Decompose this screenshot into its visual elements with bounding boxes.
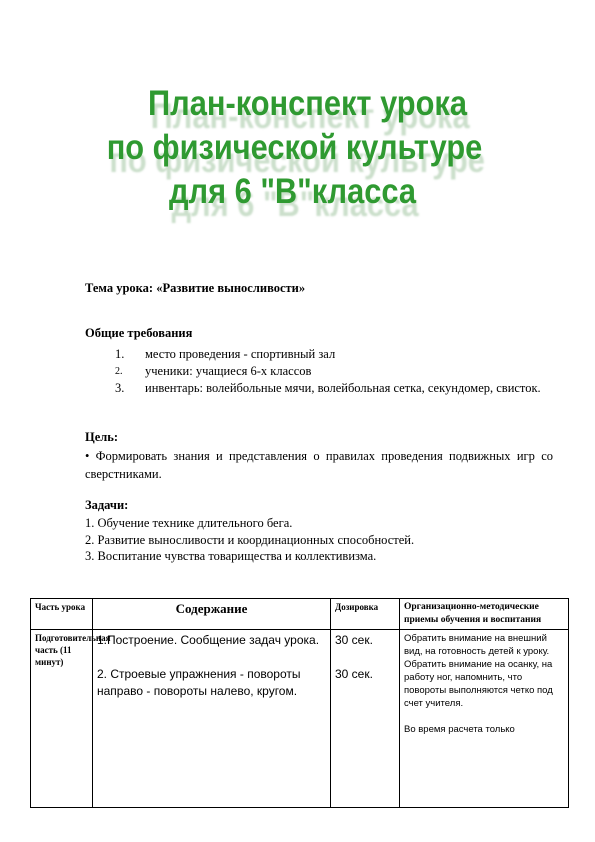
title-line-3: для 6 "В"класса (168, 172, 417, 211)
header-dose: Дозировка (331, 599, 400, 630)
title-line-1: План-конспект урока (148, 84, 467, 123)
list-item: 3. Воспитание чувства товарищества и коллективизма. (85, 549, 377, 563)
cell-dose: 30 сек. 30 сек. (331, 630, 400, 808)
list-item: 2. ученики: учащиеся 6-х классов (115, 364, 312, 378)
lesson-topic: Тема урока: «Развитие выносливости» (85, 281, 306, 295)
table-header-row (31, 599, 569, 630)
general-requirements-heading: Общие требования (85, 326, 193, 340)
header-org: Организационно-методические приемы обучения и воспитания (400, 599, 569, 630)
cell-org: Обратить внимание на внешний вид, на готовность детей к уроку. Обратить внимание на осанку, на работу ног, напомнить, что повороты выполняются четко под счет учителя. Во время расчета только (400, 630, 569, 808)
list-item: 3. инвентарь: волейбольные мячи, волейбольная сетка, секундомер, свисток. (115, 381, 541, 395)
document-title (0, 82, 595, 214)
lesson-plan-table (30, 598, 569, 808)
tasks-heading: Задачи: (85, 498, 129, 512)
cell-content: 1.Построение. Сообщение задач урока. 2. Строевые упражнения - повороты направо - повороты налево, кругом. (93, 630, 331, 808)
header-content: Содержание (93, 599, 331, 630)
tasks-list (85, 515, 555, 565)
header-part: Часть урока (31, 599, 93, 630)
table-row (31, 630, 569, 808)
goal-heading: Цель: (85, 430, 119, 444)
list-item: 2. Развитие выносливости и координационных способностей. (85, 532, 415, 547)
title-line-2: по физической культуре (106, 128, 483, 167)
cell-part: Подготовительная часть (11 минут) (31, 630, 93, 808)
general-requirements-list (115, 346, 555, 397)
list-item: 1. Обучение технике длительного бега. (85, 516, 293, 530)
goal-text: • Формировать знания и представления о правилах проведения подвижных игр со сверстниками. (85, 449, 553, 481)
list-item: 1. место проведения - спортивный зал (115, 347, 336, 361)
